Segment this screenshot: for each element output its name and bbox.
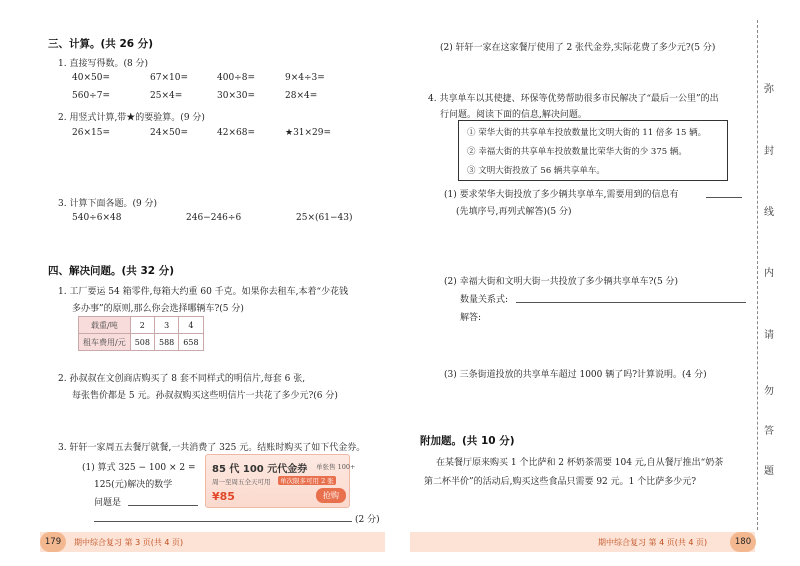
info-box <box>458 120 728 181</box>
voucher-card <box>205 454 356 508</box>
problem-3-line1: 3. 轩轩一家周五去餐厅就餐,一共消费了 325 元。结账时购买了如下代金券。 <box>58 443 366 453</box>
problem-4-sub2: (2) 幸福大街和文明大街一共投放了多少辆共享单车?(5 分) <box>444 277 679 287</box>
table-cell: 租车费用/元 <box>79 334 131 351</box>
q1-item: 25×4= <box>150 91 183 101</box>
answer-line <box>94 521 352 522</box>
page-number-left: 179 <box>40 532 66 552</box>
q1-item: 40×50= <box>72 73 110 83</box>
q3-item: 540÷6×48 <box>72 213 122 223</box>
problem-1-line1: 1. 工厂要运 54 箱零件,每箱大约重 60 千克。如果你去租车,本着“少花钱 <box>58 287 349 297</box>
section-3-title: 三、计算。(共 26 分) <box>48 38 154 50</box>
table-cell: 588 <box>154 334 178 351</box>
problem-4-sub1-a: (1) 要求荣华大街投放了多少辆共享单车,需要用到的信息有 <box>444 190 679 200</box>
info-item: ③ 文明大街投放了 56 辆共享单车。 <box>467 166 605 176</box>
problem-3-sub1-c: 问题是 <box>94 498 122 508</box>
seal-char: 封 <box>764 146 774 157</box>
table-cell: 658 <box>179 334 203 351</box>
answer-line <box>706 197 742 198</box>
problem-3-score: (2 分) <box>355 515 380 525</box>
info-item: ① 荣华大街的共享单车投放数量比文明大街的 11 倍多 15 辆。 <box>467 128 707 138</box>
q2-title: 2. 用竖式计算,带★的要验算。(9 分) <box>58 113 205 123</box>
q1-item: 400÷8= <box>217 73 255 83</box>
problem-4-sub2-eq: 数量关系式: <box>460 295 509 305</box>
seal-char: 弥 <box>764 84 774 95</box>
seal-char: 线 <box>764 207 774 218</box>
bonus-title: 附加题。(共 10 分) <box>420 435 515 447</box>
q1-item: 28×4= <box>285 91 318 101</box>
q3-title: 3. 计算下面各题。(9 分) <box>58 199 158 209</box>
seal-char: 答 <box>764 426 774 437</box>
problem-4-sub1-b: (先填序号,再列式解答)(5 分) <box>456 207 572 217</box>
voucher-price: ¥85 <box>212 490 235 503</box>
table-cell: 3 <box>154 317 178 334</box>
problem-3-sub2: (2) 轩轩一家在这家餐厅使用了 2 张代金券,实际花费了多少元?(5 分) <box>440 43 716 53</box>
voucher-limit-badge: 单次限多可用 2 张 <box>280 477 334 485</box>
problem-3-sub1-b: 125(元)解决的数学 <box>94 480 173 490</box>
answer-line <box>128 505 198 506</box>
q2-item: ★31×29= <box>285 128 332 138</box>
table-cell: 2 <box>130 317 154 334</box>
seal-char: 内 <box>764 268 774 279</box>
voucher-title: 85 代 100 元代金券 <box>212 464 308 475</box>
problem-4-sub3: (3) 三条街道投放的共享单车超过 1000 辆了吗?计算说明。(4 分) <box>444 370 707 380</box>
problem-4-line1: 4. 共享单车以其使捷、环保等优势帮助很多市民解决了“最后一公里”的出 <box>428 94 719 104</box>
info-item: ② 幸福大街的共享单车投放数量比荣华大街的少 375 辆。 <box>467 147 687 157</box>
problem-2-line2: 每张售价都是 5 元。孙叔叔购买这些明信片一共花了多少元?(6 分) <box>72 391 338 401</box>
table-cell: 4 <box>179 317 203 334</box>
q1-item: 30×30= <box>217 91 255 101</box>
problem-4-sub2-ans: 解答: <box>460 313 482 323</box>
q1-item: 67×10= <box>150 73 188 83</box>
rental-fee-table <box>78 316 204 351</box>
q2-item: 42×68= <box>217 128 255 138</box>
seal-char: 请 <box>764 330 774 341</box>
bonus-line2: 第二杯半价”的活动后,购买这些食品只需要 92 元。1 个比萨多少元? <box>424 477 697 487</box>
problem-1-line2: 多办事”的原则,那么你会选择哪辆车?(5 分) <box>72 304 244 314</box>
footer-text-right: 期中综合复习 第 4 页(共 4 页) <box>598 538 708 547</box>
problem-4-line2: 行问题。阅读下面的信息,解决问题。 <box>440 110 587 120</box>
footer-text-left: 期中综合复习 第 3 页(共 4 页) <box>74 538 184 547</box>
page-number-right: 180 <box>730 532 756 552</box>
table-row <box>79 334 204 351</box>
table-cell: 508 <box>130 334 154 351</box>
q1-item: 9×4÷3= <box>285 73 325 83</box>
section-4-title: 四、解决问题。(共 32 分) <box>48 265 175 277</box>
problem-3-sub1-a: (1) 算式 325 − 100 × 2 = <box>82 463 196 473</box>
table-row <box>79 317 204 334</box>
seal-char: 题 <box>764 466 774 477</box>
problem-2-line1: 2. 孙叔叔在文创商店购买了 8 套不同样式的明信片,每套 6 张, <box>58 374 306 384</box>
q2-item: 24×50= <box>150 128 188 138</box>
q3-item: 25×(61−43) <box>296 213 353 223</box>
q1-item: 560÷7= <box>72 91 110 101</box>
voucher-note: 周一至周五全天可用 <box>212 478 271 486</box>
q3-item: 246−246÷6 <box>186 213 242 223</box>
q2-item: 26×15= <box>72 128 110 138</box>
sealing-line <box>757 20 758 530</box>
q1-title: 1. 直接写得数。(8 分) <box>58 59 149 69</box>
table-cell: 载重/吨 <box>79 317 131 334</box>
seal-char: 勿 <box>764 386 774 397</box>
bonus-line1: 在某餐厅原来购买 1 个比萨和 2 杯奶茶需要 104 元,自从餐厅推出“奶茶 <box>436 458 724 468</box>
buy-button[interactable]: 抢购 <box>316 488 346 503</box>
answer-line <box>516 302 746 303</box>
voucher-tag: 单张售 100+ <box>316 463 356 471</box>
